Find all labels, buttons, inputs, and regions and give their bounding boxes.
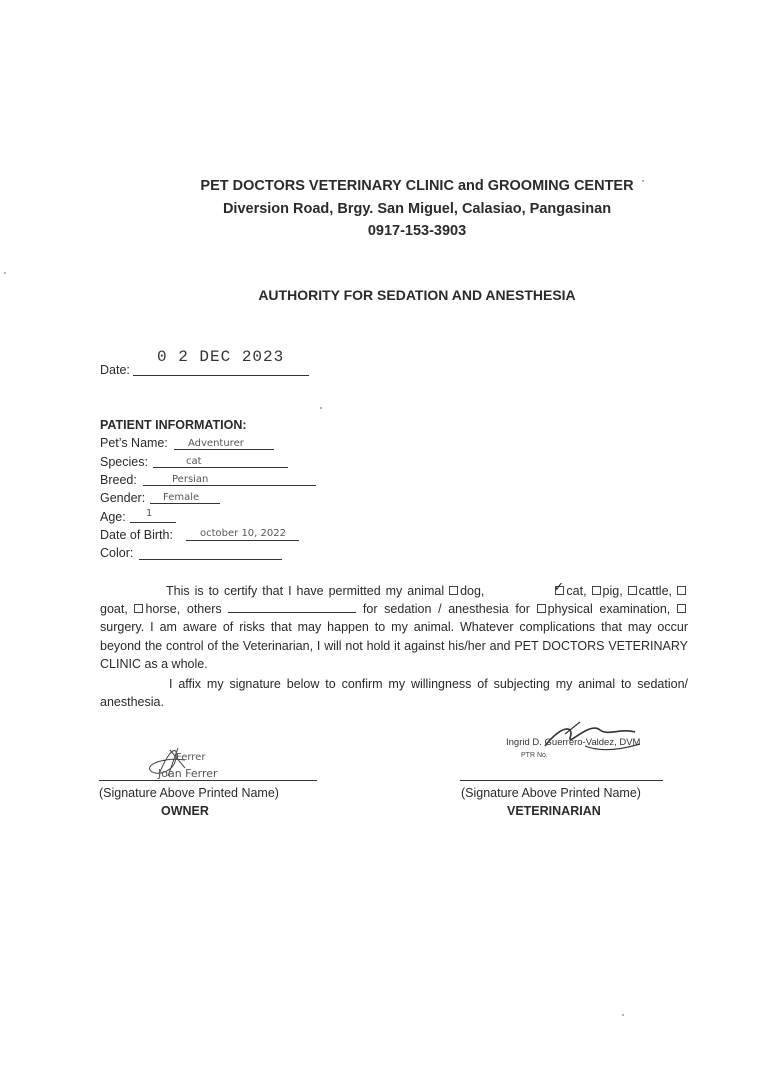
checkmark-icon: ✓ <box>553 579 565 594</box>
owner-caption: (Signature Above Printed Name) <box>99 786 279 800</box>
vet-caption: (Signature Above Printed Name) <box>461 786 641 800</box>
consent-intro: This is to certify that I have permitted my animal <box>166 584 445 598</box>
form-title: AUTHORITY FOR SEDATION AND ANESTHESIA <box>258 287 576 303</box>
owner-handwritten-top: Ferrer <box>176 752 206 763</box>
checkbox-cattle <box>628 586 637 595</box>
pets-name-line <box>174 449 274 450</box>
age-value: 1 <box>146 508 153 519</box>
owner-handwritten-name: Joan Ferrer <box>158 767 218 780</box>
patient-section-title: PATIENT INFORMATION: <box>100 418 247 432</box>
breed-line <box>143 485 316 486</box>
breed-value: Persian <box>172 474 209 485</box>
species-label: Species: <box>100 455 148 469</box>
scan-speck <box>642 180 644 182</box>
breed-label: Breed: <box>100 473 137 487</box>
option-surgery: surgery. I am aware of risks that may happen to my animal. Whatever complications that may occur beyond the control of the Veterinarian, I will not hold it against his/her and PET DOCTORS VETERINARY CLINIC as a whole. <box>100 620 688 671</box>
consent-paragraph <box>100 579 688 673</box>
vet-role: VETERINARIAN <box>507 804 601 818</box>
species-line <box>153 467 288 468</box>
owner-signature-line <box>99 780 317 781</box>
date-label: Date: <box>100 363 130 377</box>
checkbox-pig <box>592 586 601 595</box>
option-dog: dog, <box>460 584 485 598</box>
option-goat: goat, <box>100 602 128 617</box>
checkbox-cat-checked <box>489 579 566 600</box>
dob-label: Date of Birth: <box>100 528 173 542</box>
pets-name-value: Adventurer <box>188 438 244 449</box>
clinic-name: PET DOCTORS VETERINARY CLINIC and GROOMING CENTER <box>200 178 634 194</box>
color-line <box>139 559 282 560</box>
checkbox-dog <box>449 586 458 595</box>
clinic-phone: 0917-153-3903 <box>367 223 467 239</box>
option-pig: pig, <box>602 584 623 598</box>
vet-printed-name: Ingrid D. Guerrero-Valdez, DVM <box>506 737 641 748</box>
age-label: Age: <box>100 510 126 524</box>
dob-line <box>186 540 299 541</box>
checkbox-horse <box>134 604 143 613</box>
vet-signature-line <box>460 780 663 781</box>
for-text: for sedation / anesthesia for <box>362 602 530 617</box>
pets-name-label: Pet’s Name: <box>100 436 168 450</box>
date-line <box>133 375 309 376</box>
checkbox-surgery <box>677 604 686 613</box>
option-physical: physical examination, <box>547 602 671 617</box>
age-line <box>130 522 176 523</box>
vet-license: PTR No. <box>521 752 548 759</box>
species-value: cat <box>186 456 202 467</box>
gender-line <box>150 503 220 504</box>
option-cattle: cattle, <box>638 584 672 598</box>
date-stamp: 0 2 DEC 2023 <box>157 348 285 366</box>
option-horse-others: horse, others <box>145 602 222 617</box>
others-blank <box>228 602 356 613</box>
option-cat: cat, <box>566 584 587 598</box>
checkbox-goat <box>677 586 686 595</box>
owner-role: OWNER <box>161 804 209 818</box>
color-label: Color: <box>100 546 134 560</box>
scan-speck <box>622 1014 624 1016</box>
affix-paragraph: I affix my signature below to confirm my willingness of subjecting my animal to sedation/ anesthesia. <box>100 677 688 710</box>
clinic-address: Diversion Road, Brgy. San Miguel, Calasiao, Pangasinan <box>222 201 612 217</box>
checkbox-physical <box>537 604 546 613</box>
gender-value: Female <box>163 492 200 503</box>
dob-value: october 10, 2022 <box>200 528 286 539</box>
gender-label: Gender: <box>100 491 146 505</box>
scan-speck <box>4 272 6 274</box>
scan-speck <box>320 407 322 409</box>
